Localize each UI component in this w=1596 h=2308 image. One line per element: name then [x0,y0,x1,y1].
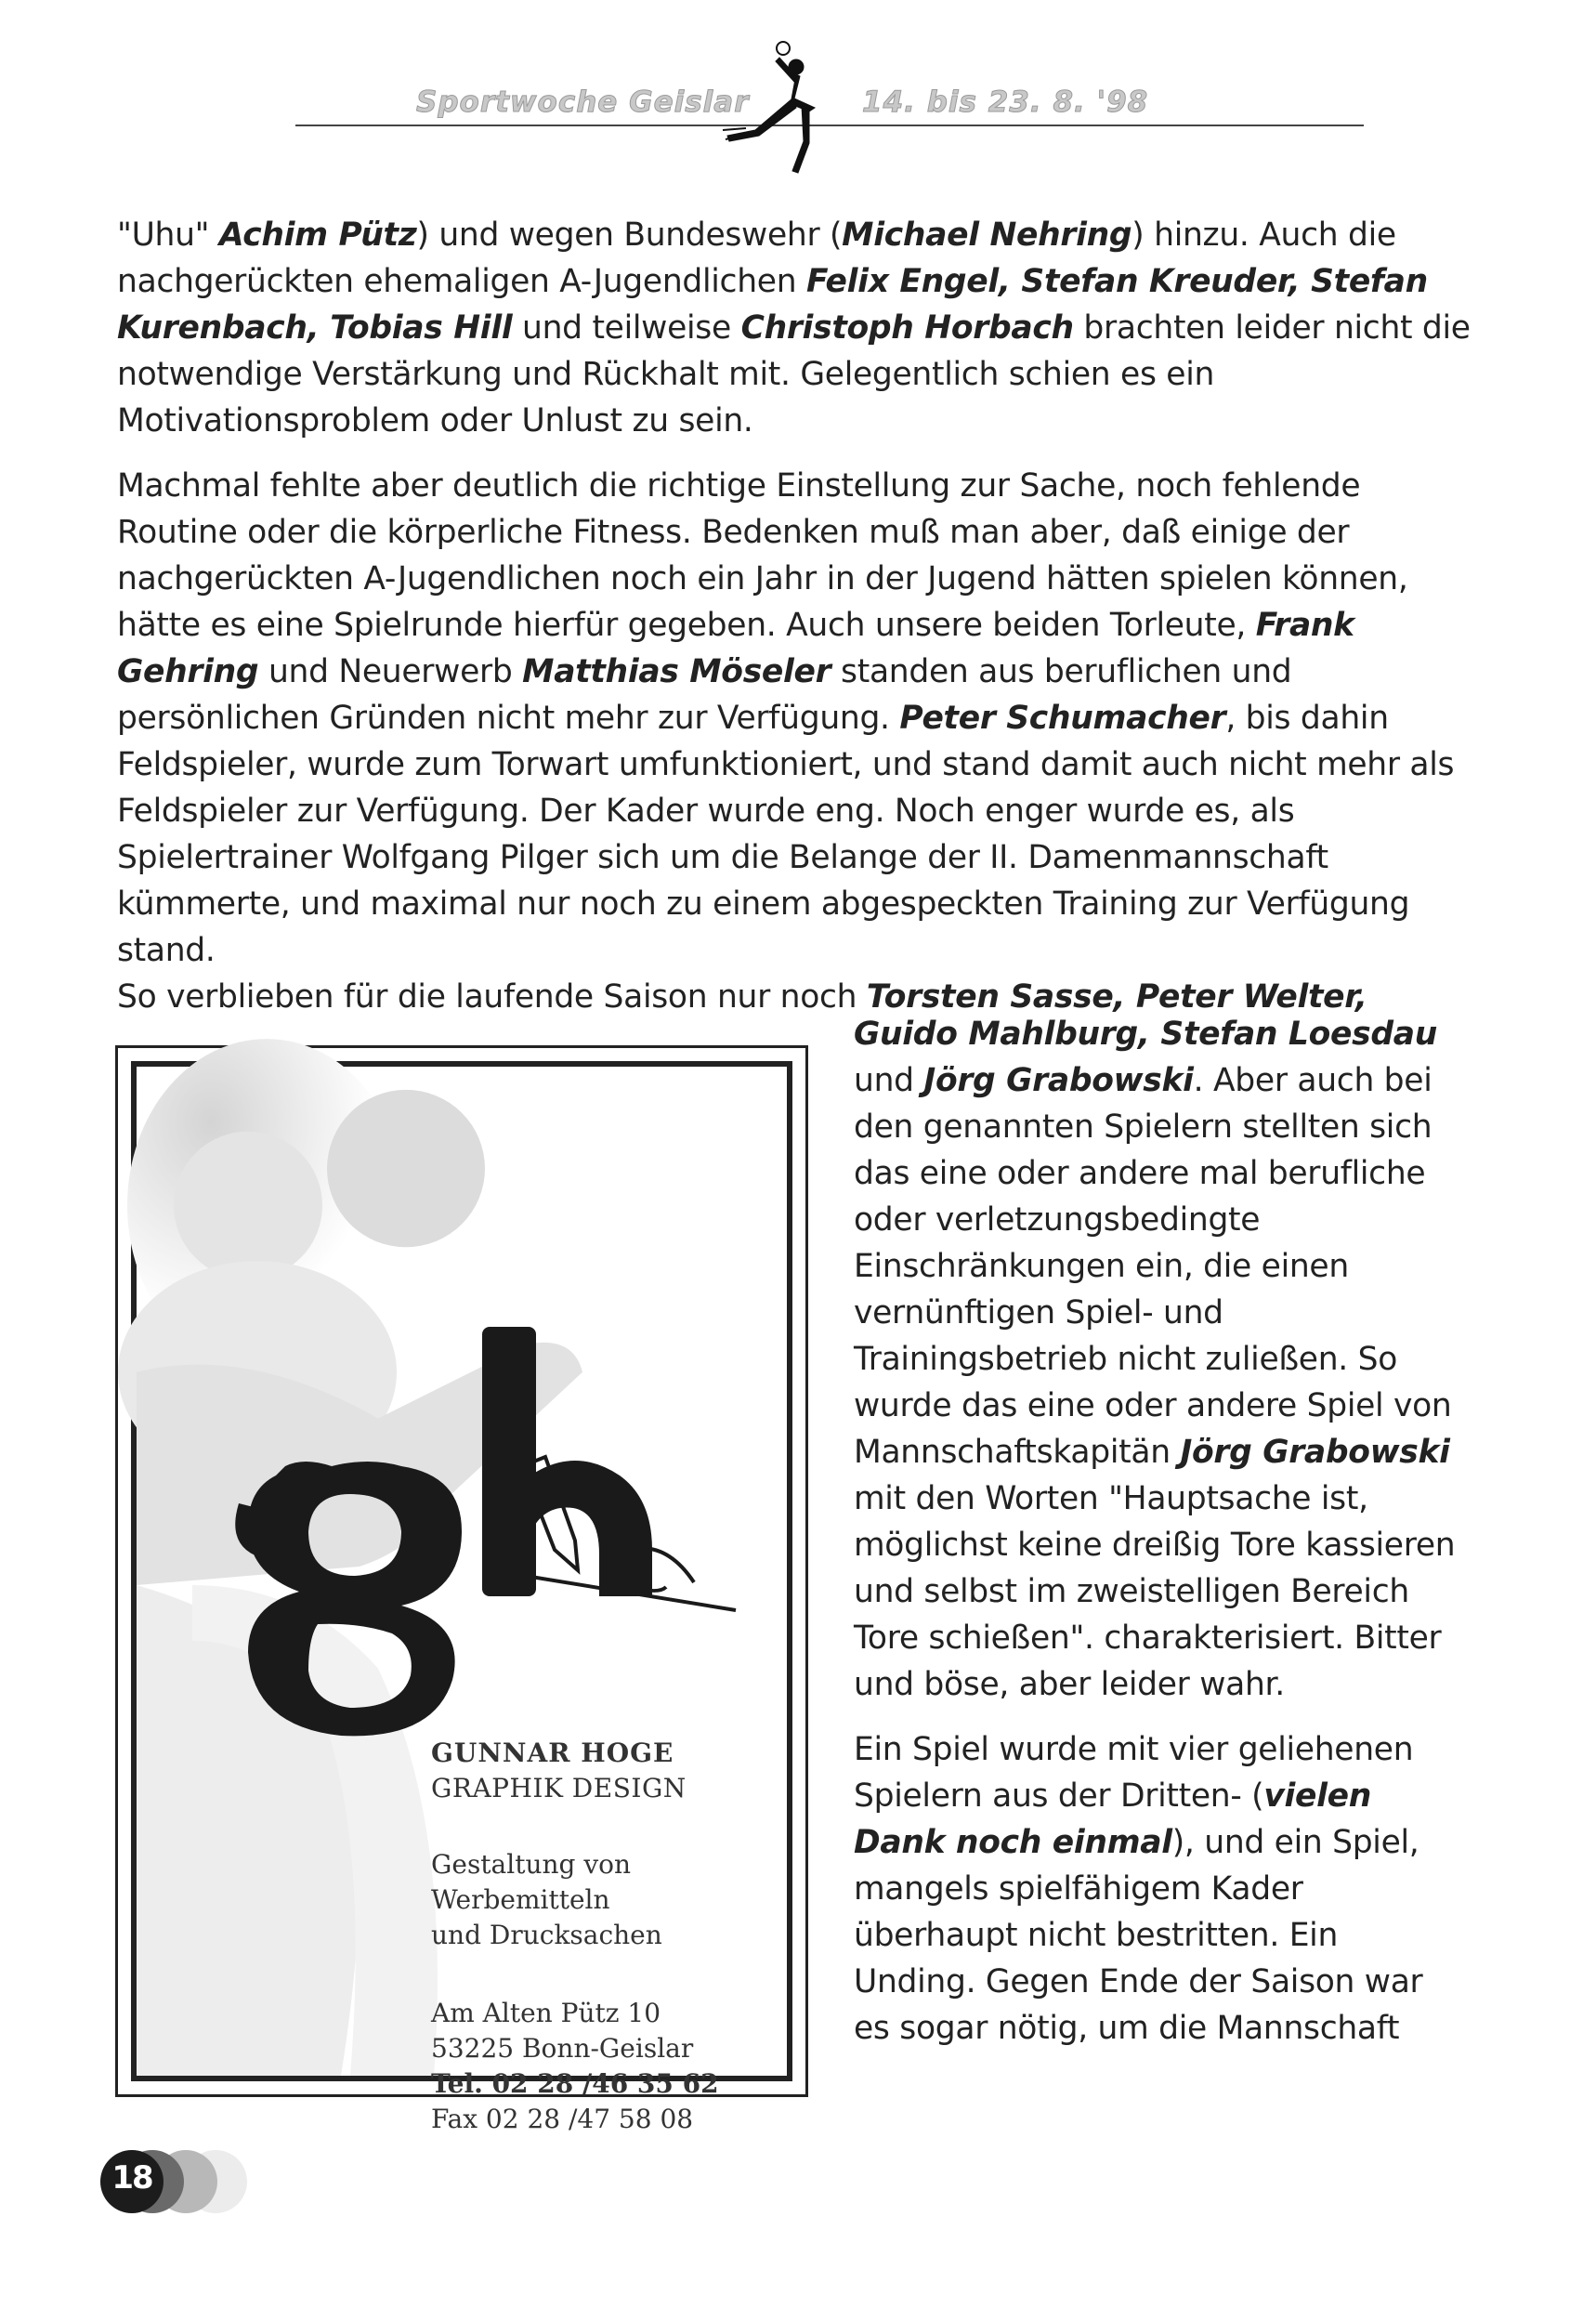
ad-fax: Fax 02 28 /47 58 08 [431,2104,694,2134]
article-main-column [117,212,1473,1020]
paragraph-4: Ein Spiel wurde mit vier geliehenen Spielern aus der Dritten- (vielen Dank noch einmal), und ein Spiel, mangels spielfähigem Kader überhaupt nicht bestritten. Ein Unding. Gegen Ende der Saison war es sogar nötig, um die Mannschaft [854,1731,1423,2047]
page-header [295,39,1364,178]
header-title-right: 14. bis 23. 8. '98 [862,85,1149,119]
paragraph-3-cont: Guido Mahlburg, Stefan Loesdau und Jörg Grabowski. Aber auch bei den genannten Spielern stellten sich das eine oder andere mal berufliche oder verletzungsbedingte Einschränkungen ein, die einen vernünftigen Spiel- und Trainingsbetrieb nicht zuließen. So wurde das eine oder andere Spiel von Mannschaftskapitän Jörg Grabowski mit den Worten "Hauptsache ist, möglichst keine dreißig Tore kassieren und selbst im zweistelligen Bereich Tore schießen". charakterisiert. Bitter und böse, aber leider wahr. [854,1016,1456,1703]
advertisement [115,1045,808,2134]
paragraph-3-start: So verblieben für die laufende Saison nur noch Torsten Sasse, Peter Welter, [117,978,1367,1016]
paragraph-1: "Uhu" Achim Pütz) und wegen Bundeswehr (Michael Nehring) hinzu. Auch die nachgerückten ehemaligen A-Jugendlichen Felix Engel, Stefan Kreuder, Stefan Kurenbach, Tobias Hill und teilweise Christoph Horbach brachten leider nicht die notwendige Verstärkung und Rückhalt mit. Gelegentlich schien es ein Motivationsproblem oder Unlust zu sein. [117,216,1471,439]
ad-phone: Tel. 02 28 /46 35 62 [431,2068,719,2099]
handball-player-icon [718,39,839,178]
ad-address: Am Alten Pütz 10 53225 Bonn-Geislar Tel. 02 28 /46 35 62 Fax 02 28 /47 58 08 [431,1996,719,2137]
ad-frame [131,1061,792,2134]
ad-company-name: GUNNAR HOGE GRAPHIK DESIGN [431,1738,687,1803]
gh-logo [229,1327,750,1754]
page-number: 18 [93,2144,260,2219]
ad-description: Gestaltung von Werbemitteln und Drucksachen [431,1849,662,1950]
header-title-left: Sportwoche Geislar [416,85,750,119]
article-right-column [854,1011,1467,2052]
paragraph-2: Machmal fehlte aber deutlich die richtige Einstellung zur Sache, noch fehlende Routine oder die körperliche Fitness. Bedenken muß man aber, daß einige der nachgerückten A-Jugendlichen noch ein Jahr in der Jugend hätten spielen können, hätte es eine Spielrunde hierfür gegeben. Auch unsere beiden Torleute, Frank Gehring und Neuerwerb Matthias Möseler standen aus beruflichen und persönlichen Gründen nicht mehr zur Verfügung. Peter Schumacher, bis dahin Feldspieler, wurde zum Torwart umfunktioniert, und stand damit auch nicht mehr als Feldspieler zur Verfügung. Der Kader wurde eng. Noch enger wurde es, als Spielertrainer Wolfgang Pilger sich um die Belange der II. Damenmannschaft kümmerte, und maximal nur noch zu einem abgespeckten Training zur Verfügung stand. [117,467,1455,969]
